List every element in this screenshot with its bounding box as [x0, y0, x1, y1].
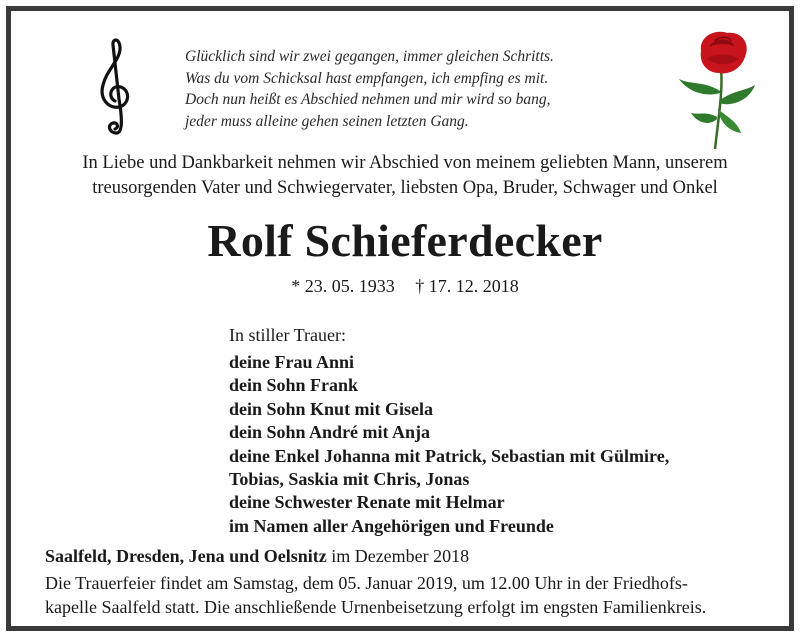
intro-line: In Liebe und Dankbarkeit nehmen wir Abschied von meinem geliebten Mann, unserem	[82, 153, 728, 173]
mourner-line: deine Enkel Johanna mit Patrick, Sebastian mit Gülmire,	[229, 445, 670, 466]
mourner-line: deine Frau Anni	[229, 352, 355, 372]
service-line: kapelle Saalfeld statt. Die anschließende Urnenbeisetzung erfolgt im engsten Familienkreis.	[45, 597, 707, 617]
mourner-line: Tobias, Saskia mit Chris, Jonas	[229, 469, 470, 490]
treble-clef-icon	[95, 37, 139, 137]
intro-text	[11, 151, 799, 201]
place-and-date	[45, 544, 469, 568]
life-dates	[11, 274, 799, 298]
poem-line: Was du vom Schicksal hast empfangen, ich empfing es mit.	[185, 69, 549, 87]
place-date: im Dezember 2018	[326, 546, 470, 566]
mourning-title: In stiller Trauer:	[229, 325, 346, 345]
deceased-name: Rolf Schieferdecker	[207, 215, 603, 266]
poem-line: Glücklich sind wir zwei gegangen, immer gleichen Schritts.	[185, 48, 554, 65]
death-date: † 17. 12. 2018	[415, 276, 519, 296]
obituary-card	[6, 6, 794, 631]
birth-date: * 23. 05. 1933	[291, 276, 395, 296]
mourners-list	[229, 351, 669, 538]
intro-line: treusorgenden Vater und Schwiegervater, liebsten Opa, Bruder, Schwager und Onkel	[92, 178, 718, 198]
place-cities: Saalfeld, Dresden, Jena und Oelsnitz	[45, 546, 327, 566]
poem-line: jeder muss alleine gehen seinen letzten Gang.	[185, 112, 469, 130]
service-line: Die Trauerfeier findet am Samstag, dem 05. Januar 2019, um 12.00 Uhr in der Friedhofs-	[45, 573, 688, 593]
mourner-line: dein Sohn Knut mit Gisela	[229, 398, 434, 419]
mourner-line: dein Sohn Frank	[229, 375, 359, 396]
poem	[185, 46, 645, 132]
mourner-line: dein Sohn André mit Anja	[229, 422, 431, 443]
poem-line: Doch nun heißt es Abschied nehmen und mir wird so bang,	[185, 91, 551, 108]
service-info	[45, 571, 785, 619]
red-rose-icon	[671, 29, 761, 153]
mourner-line: im Namen aller Angehörigen und Freunde	[229, 515, 554, 536]
mourner-line: deine Schwester Renate mit Helmar	[229, 492, 505, 513]
